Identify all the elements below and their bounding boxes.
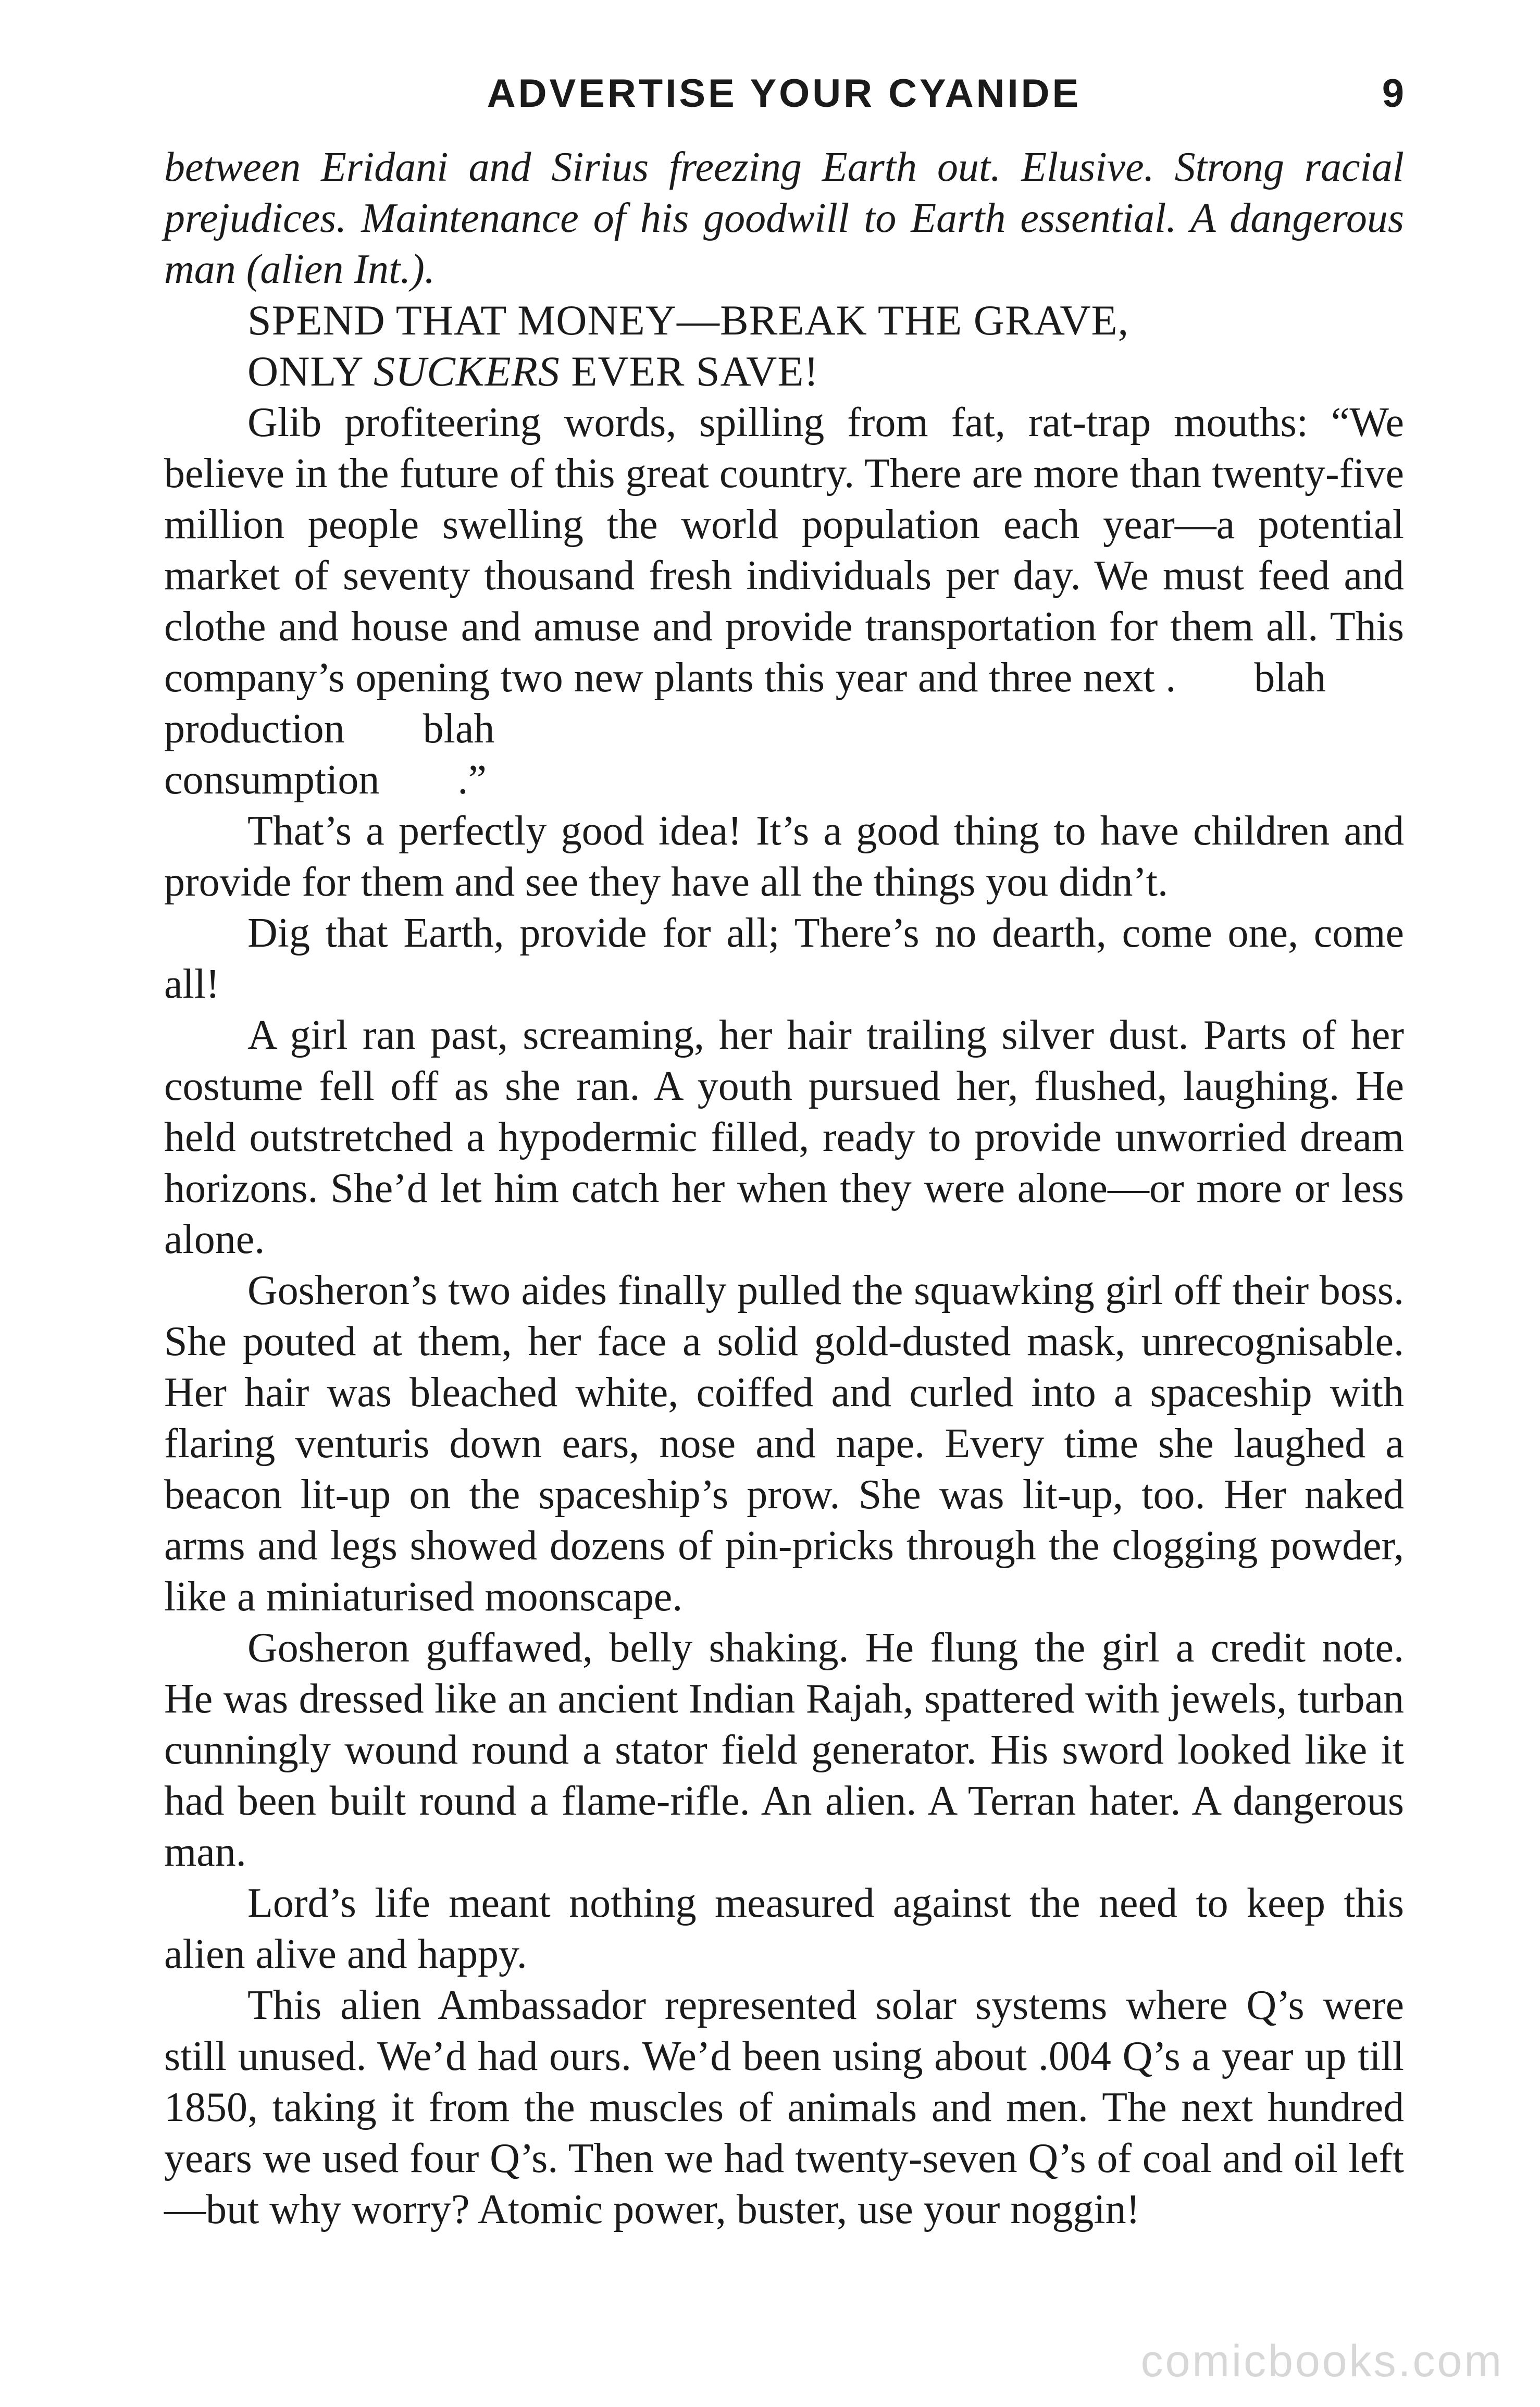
slogan-line-2 <box>247 346 1404 397</box>
paragraph-girl-running: A girl ran past, screaming, her hair trailing silver dust. Parts of her costume fell off as she ran. A youth pursued her, flushed, laughing. He held outstretched a hypodermic filled, ready to provide unworried dream horizons. She’d let him catch her when they were alone—or more or less alone. <box>164 1012 1404 1262</box>
quote-consumption: consumption <box>164 757 380 803</box>
quote-paragraph <box>164 397 1404 805</box>
chapter-title: ADVERTISE YOUR CYANIDE <box>487 71 1082 116</box>
slogan-line-2-prefix: ONLY <box>247 348 363 395</box>
quote-blah-1: blah <box>1254 655 1326 701</box>
slogan-emphasis: SUCKERS <box>374 348 560 395</box>
slogan-line-2-suffix: EVER SAVE! <box>571 348 819 395</box>
quote-blah-2: blah <box>423 706 495 752</box>
page-number: 9 <box>1382 71 1404 116</box>
quote-production: production <box>164 706 345 752</box>
paragraph-gosheron-aides: Gosheron’s two aides finally pulled the squawking girl off their boss. She pouted at them, her face a solid gold-dusted mask, unrecognisable. Her hair was bleached white, coiffed and curled into a spaceship with flaring venturis down ears, nose and nape. Every time she laughed a beacon lit-up on the spaceship’s prow. She was lit-up, too. Her naked arms and legs showed dozens of pin-pricks through the clogging powder, like a miniaturised moonscape. <box>164 1268 1404 1620</box>
book-page <box>164 63 1404 2344</box>
quote-ending: .” <box>457 757 487 803</box>
body-text <box>164 142 1404 2235</box>
paragraph-lords-life: Lord’s life meant nothing measured against the need to keep this alien alive and happy. <box>164 1880 1404 1977</box>
paragraph-gosheron-guffawed: Gosheron guffawed, belly shaking. He flung the girl a credit note. He was dressed like an ancient Indian Rajah, spattered with jewels, turban cunningly wound round a stator field generator. His sword looked like it had been built round a flame-rifle. An alien. A Terran hater. A dangerous man. <box>164 1625 1404 1875</box>
intro-italic-paragraph: between Eridani and Sirius freezing Earth out. Elusive. Strong racial prejudices. Maintenance of his goodwill to Earth essential. A dangerous man (alien Int.). <box>164 144 1404 292</box>
paragraph-good-idea: That’s a perfectly good idea! It’s a good thing to have children and provide for them and see they have all the things you didn’t. <box>164 808 1404 905</box>
quote-main: Glib profiteering words, spilling from fat, rat-trap mouths: “We believe in the future of this great country. There are more than twenty-five million people swelling the world population each year—a potential market of seventy thousand fresh individuals per day. We must feed and clothe and house and amuse and provide transportation for them all. This company’s opening two new plants this year and three next . <box>164 400 1404 701</box>
paragraph-dig-earth: Dig that Earth, provide for all; There’s no dearth, come one, come all! <box>164 910 1404 1007</box>
paragraph-alien-ambassador: This alien Ambassador represented solar systems where Q’s were still unused. We’d had ours. We’d been using about .004 Q’s a year up till 1850, taking it from the muscles of animals and men. The next hundred years we used four Q’s. Then we had twenty-seven Q’s of coal and oil left—but why worry? Atomic power, buster, use your noggin! <box>164 1982 1404 2232</box>
slogan-line-1: SPEND THAT MONEY—BREAK THE GRAVE, <box>247 296 1129 344</box>
site-watermark: comicbooks.com <box>1140 2336 1504 2386</box>
running-head <box>164 63 1404 125</box>
